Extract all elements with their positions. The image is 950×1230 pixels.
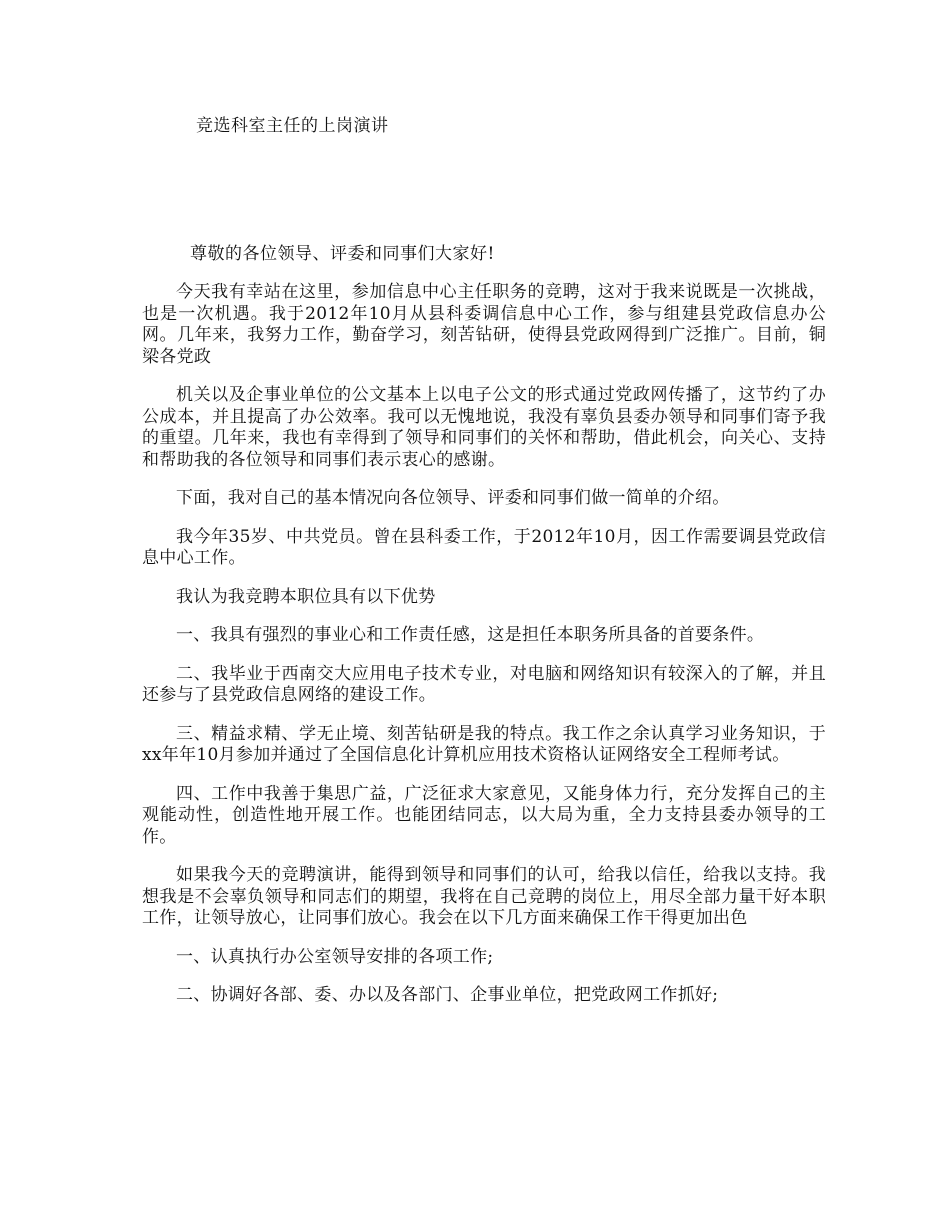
document-title: 竞选科室主任的上岗演讲 [196, 116, 389, 136]
paragraph: 四、工作中我善于集思广益，广泛征求大家意见，又能身体力行，充分发挥自己的主观能动性，创造性地开展工作。也能团结同志，以大局为重，全力支持县委办领导的工作。 [142, 783, 826, 847]
paragraph: 下面，我对自己的基本情况向各位领导、评委和同事们做一简单的介绍。 [176, 488, 730, 508]
paragraph: 我今年35岁、中共党员。曾在县科委工作，于2012年10月，因工作需要调县党政信息中心工作。 [142, 526, 826, 568]
paragraph: 一、我具有强烈的事业心和工作责任感，这是担任本职务所具备的首要条件。 [176, 625, 765, 645]
paragraph: 三、精益求精、学无止境、刻苦钻研是我的特点。我工作之余认真学习业务知识，于xx年年10月参加并通过了全国信息化计算机应用技术资格认证网络安全工程师考试。 [142, 723, 826, 765]
document-body [142, 282, 826, 1024]
paragraph: 今天我有幸站在这里，参加信息中心主任职务的竞聘，这对于我来说既是一次挑战，也是一次机遇。我于2012年10月从县科委调信息中心工作，参与组建县党政信息办公网。几年来，我努力工作，勤奋学习，刻苦钻研，使得县党政网得到广泛推广。目前，铜梁各党政 [142, 282, 826, 367]
paragraph: 一、认真执行办公室领导安排的各项工作; [176, 946, 494, 967]
paragraph: 如果我今天的竞聘演讲，能得到领导和同事们的认可，给我以信任，给我以支持。我想我是不会辜负领导和同志们的期望，我将在自己竞聘的岗位上，用尽全部力量干好本职工作，让领导放心，让同事们放心。我会在以下几方面来确保工作干得更加出色 [142, 865, 826, 928]
paragraph: 二、协调好各部、委、办以及各部门、企事业单位，把党政网工作抓好; [176, 985, 719, 1005]
paragraph: 我认为我竞聘本职位具有以下优势 [176, 586, 436, 607]
paragraph: 二、我毕业于西南交大应用电子技术专业，对电脑和网络知识有较深入的了解，并且还参与了县党政信息网络的建设工作。 [142, 663, 826, 705]
greeting: 尊敬的各位领导、评委和同事们大家好! [190, 244, 495, 264]
paragraph: 机关以及企事业单位的公文基本上以电子公文的形式通过党政网传播了，这节约了办公成本，并且提高了办公效率。我可以无愧地说，我没有辜负县委办领导和同事们寄予我的重望。几年来，我也有幸得到了领导和同事们的关怀和帮助，借此机会，向关心、支持和帮助我的各位领导和同事们表示衷心的感谢。 [142, 385, 826, 470]
